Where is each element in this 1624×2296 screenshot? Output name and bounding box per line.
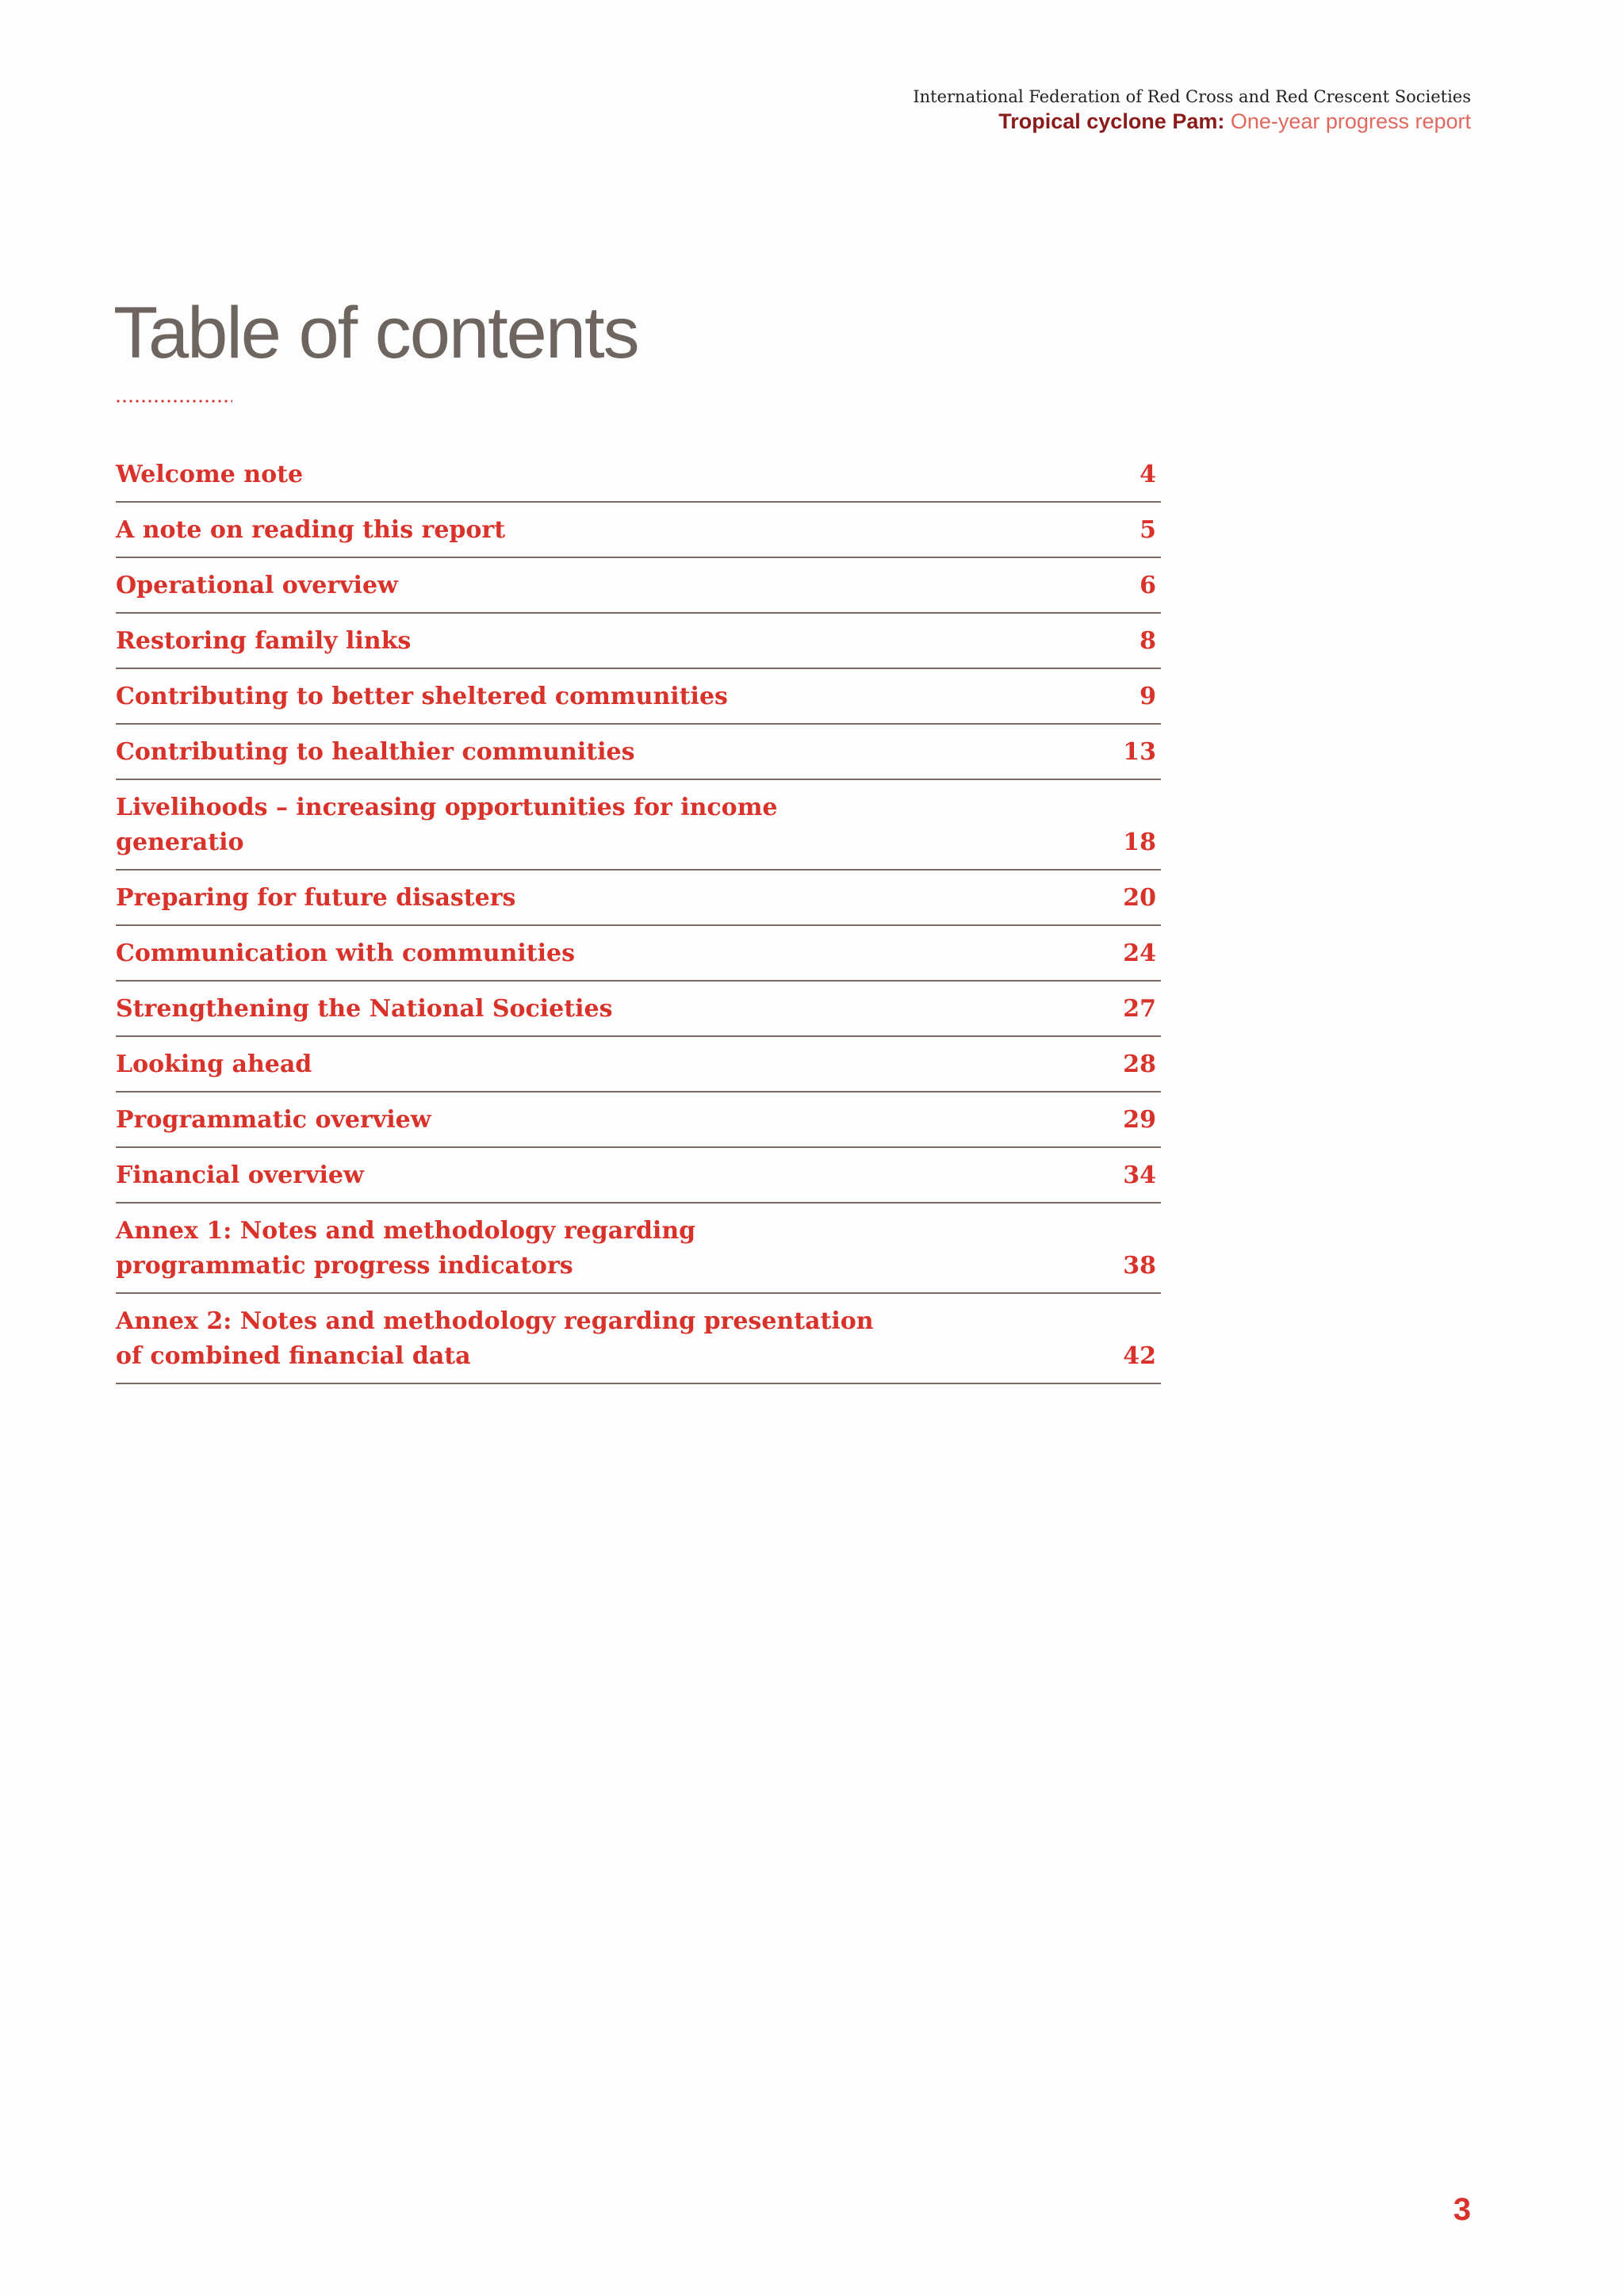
header-report-title-bold: Tropical cyclone Pam:: [998, 109, 1225, 133]
toc-entry-page: 28: [1123, 1050, 1156, 1078]
header-report-title-light: One-year progress report: [1230, 109, 1471, 133]
toc-entry-label: Annex 1: Notes and methodology regarding programmatic progress indicators: [116, 1217, 696, 1280]
toc-entry-label: Contributing to better sheltered communities: [116, 683, 728, 710]
toc-entry[interactable]: [116, 1037, 1161, 1093]
toc-entry-page: 20: [1123, 884, 1156, 912]
toc-entry[interactable]: [116, 1294, 1161, 1384]
toc-entry-page: 42: [1123, 1342, 1156, 1370]
toc-entry[interactable]: [116, 558, 1161, 614]
toc-entry-label: Financial overview: [116, 1161, 364, 1189]
toc-entry-label: Contributing to healthier communities: [116, 738, 635, 766]
toc-entry-label: Livelihoods – increasing opportunities for income generatio: [116, 794, 778, 856]
toc-entry[interactable]: [116, 1093, 1161, 1148]
toc-entry-page: 27: [1123, 995, 1156, 1023]
toc-entry[interactable]: [116, 725, 1161, 780]
toc-entry[interactable]: [116, 614, 1161, 669]
toc-entry[interactable]: [116, 503, 1161, 558]
toc-entry-label: Communication with communities: [116, 939, 575, 967]
toc-entry-page: 29: [1123, 1106, 1156, 1134]
table-of-contents: [116, 447, 1161, 1384]
toc-entry[interactable]: [116, 780, 1161, 871]
toc-entry-label: Operational overview: [116, 572, 398, 599]
toc-entry[interactable]: [116, 982, 1161, 1037]
toc-entry-page: 38: [1123, 1252, 1156, 1280]
toc-entry-label: Looking ahead: [116, 1050, 312, 1078]
toc-entry-page: 9: [1139, 683, 1156, 710]
toc-entry[interactable]: [116, 1148, 1161, 1203]
toc-entry-label: Strengthening the National Societies: [116, 995, 613, 1023]
toc-entry[interactable]: [116, 1203, 1161, 1294]
toc-entry-label: A note on reading this report: [116, 516, 506, 544]
toc-entry-page: 8: [1139, 627, 1156, 655]
toc-entry-page: 4: [1139, 461, 1156, 488]
page-title: Table of contents: [113, 293, 638, 373]
toc-entry-label: Restoring family links: [116, 627, 412, 655]
dotted-divider: [115, 400, 232, 403]
toc-entry-label: Welcome note: [116, 461, 304, 488]
toc-entry[interactable]: [116, 871, 1161, 926]
header-organization: International Federation of Red Cross and Red Crescent Societies: [913, 87, 1471, 106]
toc-entry[interactable]: [116, 926, 1161, 982]
toc-entry-label: Preparing for future disasters: [116, 884, 516, 912]
toc-entry[interactable]: [116, 447, 1161, 503]
toc-entry-label: Programmatic overview: [116, 1106, 431, 1134]
toc-entry-page: 24: [1123, 939, 1156, 967]
toc-entry[interactable]: [116, 669, 1161, 725]
toc-entry-page: 18: [1123, 828, 1156, 856]
page-number: 3: [1453, 2192, 1471, 2227]
toc-entry-page: 5: [1139, 516, 1156, 544]
toc-entry-page: 13: [1123, 738, 1156, 766]
toc-entry-page: 6: [1139, 572, 1156, 599]
toc-entry-label: Annex 2: Notes and methodology regarding presentation of combined financial data: [116, 1307, 874, 1370]
running-header: [913, 86, 1471, 135]
header-report-title: [913, 108, 1471, 135]
toc-entry-page: 34: [1123, 1161, 1156, 1189]
